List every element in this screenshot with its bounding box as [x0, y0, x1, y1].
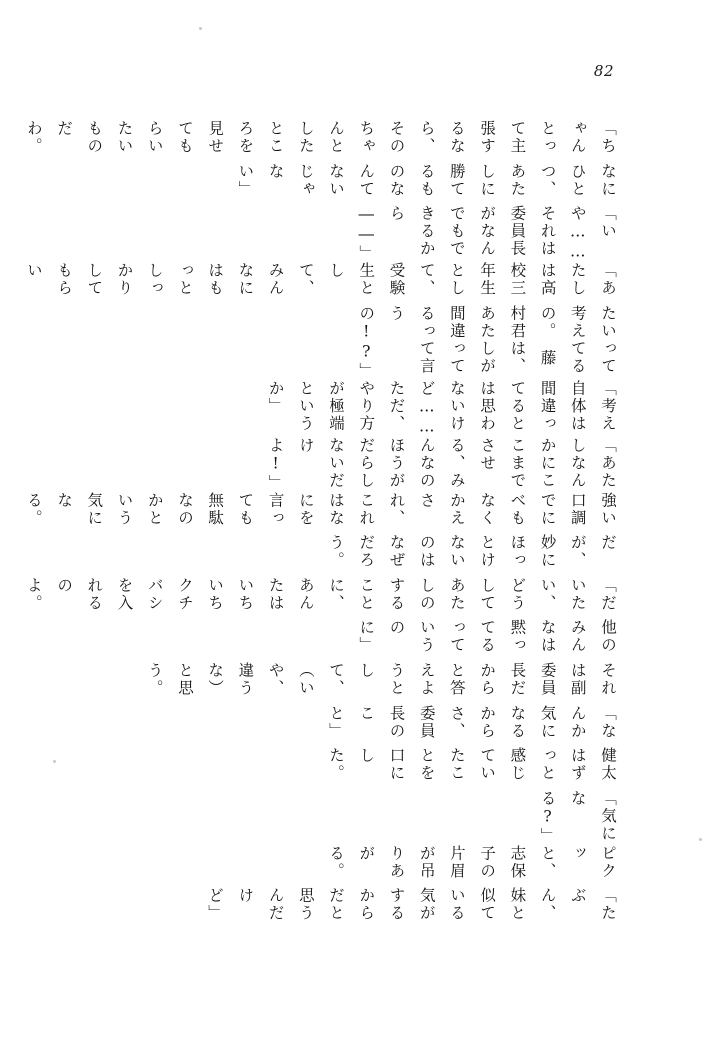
- paragraph-line: 強い口調でにべもなくかえされ、これはなにを言っても無駄なのかという気になる。: [24, 491, 617, 527]
- paragraph-line: 「いや……それは委員長がなんでもできるから――」: [357, 205, 617, 263]
- paragraph-line: たいって考えてるの。 藤村君は、あたしが間違ってるって言うの!?」: [357, 305, 617, 380]
- paragraph-line: 「なんか気になるからさ、委員長のこと」: [327, 704, 617, 740]
- paragraph-line: それは副委員長だからと答えようとして、（いや、違うな）と思う。: [145, 662, 617, 697]
- scan-speck: [199, 27, 202, 30]
- paragraph-line: なにひとつ、あたしに勝てるものなんてないじゃない」: [236, 162, 617, 198]
- paragraph-line: 「ちゃんとって主張するなら、そのちゃんとしたところを見せてもらいたいものだわ。: [24, 120, 617, 155]
- paragraph-line: 「考え自体は間違ってるとは思わないけど……ただ、やり方が極端というか」: [266, 379, 617, 437]
- paragraph-line: 「あたしは高校三年生として、受験生として、みんなにはもっとしっかりしてもらい: [24, 262, 617, 298]
- paragraph-line: 「たぶん、妹と似ている気がするからだと思うんだけど」: [206, 887, 617, 923]
- page-number: 82: [593, 62, 614, 80]
- paragraph-line: ピクッと、志保子の片眉が吊りあがる。: [327, 844, 617, 880]
- vertical-text-body: [24, 120, 623, 930]
- paragraph-line: 他のみんなは黙ってるっていうのに」: [357, 619, 617, 655]
- scan-speck: [699, 838, 702, 841]
- paragraph-line: だが、妙にほっとけないのはなぜだろう。: [327, 534, 617, 570]
- paragraph-line: 「気になる?」: [538, 789, 617, 845]
- paragraph-line: 「あたしなんかにここまでさせる、みんなのほうがだらしないだけよ!」: [266, 436, 617, 492]
- scan-speck: [53, 760, 56, 763]
- paragraph-line: 健太はずっと感じていたことを口にした。: [327, 747, 617, 783]
- paragraph-line: 「だいたい、どうしてあたしのすることに、あんたはいちいちクチバシを入れるのよ。: [24, 576, 617, 612]
